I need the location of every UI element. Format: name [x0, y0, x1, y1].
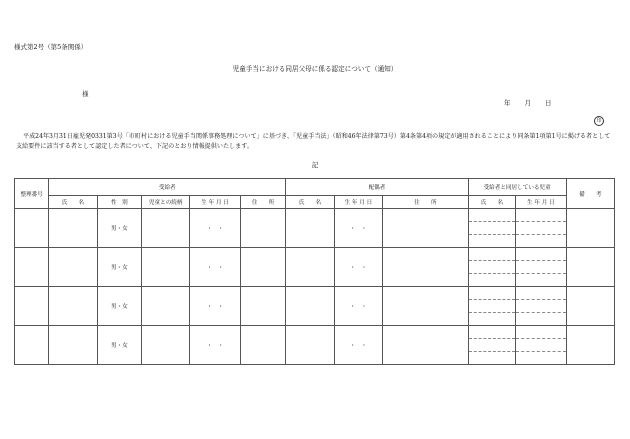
cell-spouse-address[interactable]: [383, 209, 469, 248]
document-title: 児童手当における同居父母に係る認定について（通知）: [232, 65, 398, 73]
cell-sex[interactable]: 男・女: [97, 248, 141, 287]
cell-spouse-address[interactable]: [383, 287, 469, 326]
cell-spouse-birth[interactable]: ・ ・: [334, 287, 382, 326]
cell-birth[interactable]: ・ ・: [190, 209, 240, 248]
cell-child-birth[interactable]: [516, 248, 566, 287]
subheader-birth: 生 年 月 日: [190, 196, 240, 209]
cell-child-name[interactable]: [468, 209, 515, 248]
subheader-sex: 性 別: [97, 196, 141, 209]
cell-biko[interactable]: [566, 248, 614, 287]
seal-stamp: 印: [594, 116, 604, 126]
cell-name[interactable]: [49, 326, 97, 365]
subheader-child-name: 氏 名: [468, 196, 515, 209]
cell-relation[interactable]: [142, 209, 190, 248]
cell-child-birth[interactable]: [516, 287, 566, 326]
cell-address[interactable]: [240, 248, 285, 287]
cell-spouse-birth[interactable]: ・ ・: [334, 326, 382, 365]
cell-biko[interactable]: [566, 209, 614, 248]
cell-relation[interactable]: [142, 326, 190, 365]
table-row: [15, 326, 615, 365]
subheader-child-birth: 生 年 月 日: [516, 196, 566, 209]
cell-address[interactable]: [240, 287, 285, 326]
header-jukyusha: 受給者: [49, 179, 286, 196]
cell-sex[interactable]: 男・女: [97, 326, 141, 365]
table-row: [15, 287, 615, 326]
cell-spouse-birth[interactable]: ・ ・: [334, 248, 382, 287]
header-biko: 備 考: [566, 179, 614, 209]
cell-seiri[interactable]: [15, 326, 49, 365]
cell-spouse-name[interactable]: [286, 326, 334, 365]
cell-relation[interactable]: [142, 287, 190, 326]
information-table: [14, 178, 615, 365]
cell-child-birth[interactable]: [516, 209, 566, 248]
ki-heading: 記: [311, 161, 319, 169]
cell-name[interactable]: [49, 287, 97, 326]
subheader-spouse-birth: 生 年 月 日: [334, 196, 382, 209]
cell-seiri[interactable]: [15, 248, 49, 287]
addressee-suffix: 様: [82, 90, 89, 98]
date-month: 月: [524, 99, 531, 107]
date-year: 年: [504, 99, 511, 107]
cell-spouse-address[interactable]: [383, 248, 469, 287]
subheader-spouse-address: 住 所: [383, 196, 469, 209]
cell-child-name[interactable]: [468, 248, 515, 287]
cell-spouse-address[interactable]: [383, 326, 469, 365]
cell-child-name[interactable]: [468, 326, 515, 365]
cell-spouse-name[interactable]: [286, 209, 334, 248]
subheader-name: 氏 名: [49, 196, 97, 209]
cell-relation[interactable]: [142, 248, 190, 287]
cell-biko[interactable]: [566, 287, 614, 326]
cell-child-name[interactable]: [468, 287, 515, 326]
cell-seiri[interactable]: [15, 209, 49, 248]
cell-biko[interactable]: [566, 326, 614, 365]
table-row: [15, 209, 615, 248]
cell-address[interactable]: [240, 326, 285, 365]
cell-name[interactable]: [49, 248, 97, 287]
cell-spouse-birth[interactable]: ・ ・: [334, 209, 382, 248]
cell-spouse-name[interactable]: [286, 287, 334, 326]
issue-date: [504, 100, 552, 107]
subheader-address: 住 所: [240, 196, 285, 209]
cell-birth[interactable]: ・ ・: [190, 248, 240, 287]
subheader-spouse-name: 氏 名: [286, 196, 334, 209]
cell-sex[interactable]: 男・女: [97, 287, 141, 326]
cell-seiri[interactable]: [15, 287, 49, 326]
header-haigusha: 配偶者: [286, 179, 469, 196]
form-number: 様式第2号（第5条関係）: [14, 43, 88, 51]
table-row: [15, 248, 615, 287]
cell-sex[interactable]: 男・女: [97, 209, 141, 248]
cell-address[interactable]: [240, 209, 285, 248]
cell-name[interactable]: [49, 209, 97, 248]
header-seiri: 整理番号: [15, 179, 49, 209]
cell-birth[interactable]: ・ ・: [190, 326, 240, 365]
body-text: 平成24年3月31日雇児発0331第3号「市町村における児童手当関係事務処理について」に基づき、「児童手当法」（昭和46年法律第73号）第4条第4項の規定が適用されることにより同条第1項第1号に掲げる者として支給要件に該当する者として認定した者について、下記のとおり情報提供いたします。: [16, 133, 611, 150]
cell-child-birth[interactable]: [516, 326, 566, 365]
subheader-relation: 児童との続柄: [142, 196, 190, 209]
cell-birth[interactable]: ・ ・: [190, 287, 240, 326]
header-child: 受給者と同居している児童: [468, 179, 566, 196]
date-day: 日: [545, 99, 552, 107]
cell-spouse-name[interactable]: [286, 248, 334, 287]
